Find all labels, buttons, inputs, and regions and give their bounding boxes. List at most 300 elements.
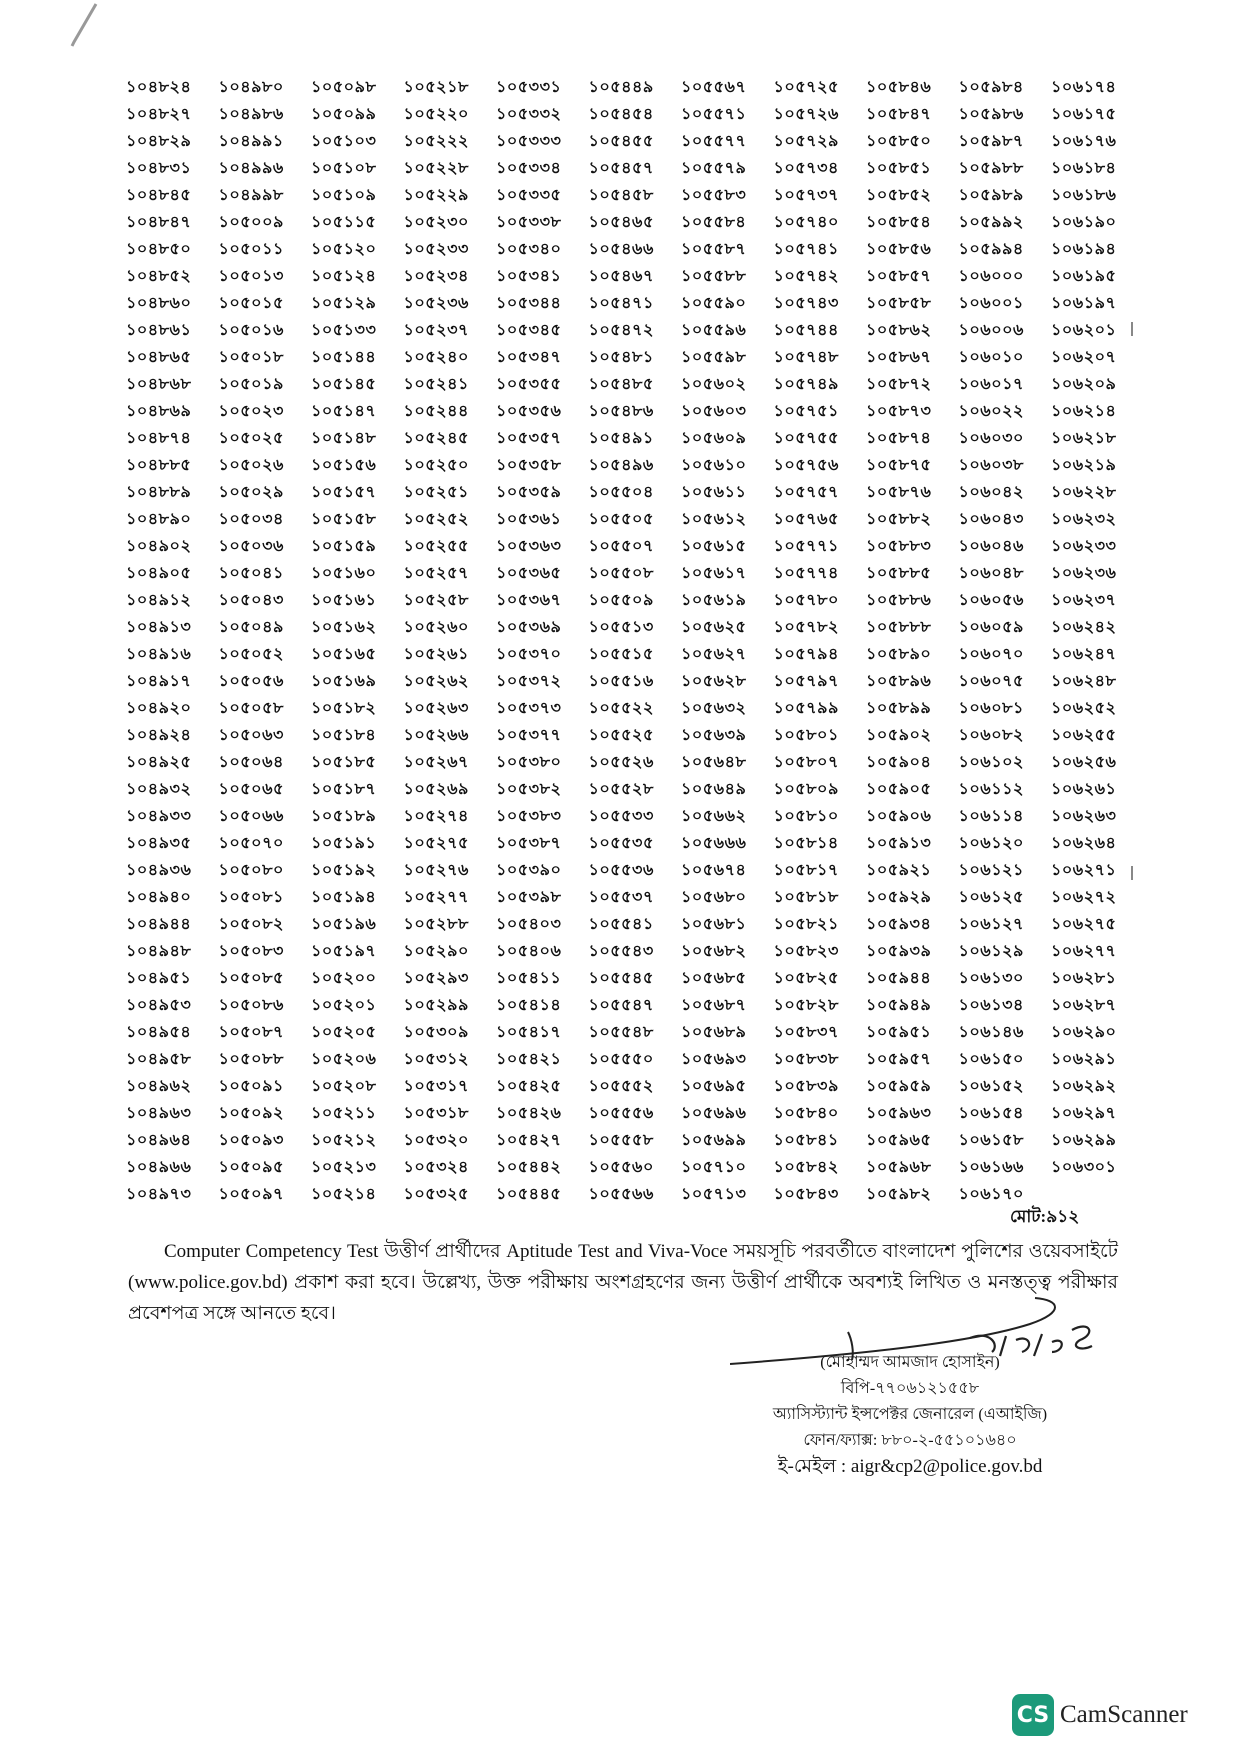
roll-number-cell: ১০৬১২৭ bbox=[958, 916, 1024, 933]
roll-number-cell: ১০৫৩৪৭ bbox=[496, 349, 562, 366]
roll-number-cell: ১০৫৭১০ bbox=[681, 1159, 747, 1176]
roll-number-cell: ১০৫১৬২ bbox=[311, 619, 377, 636]
roll-number-cell: ১০৬১১৪ bbox=[958, 808, 1024, 825]
roll-number-cell: ১০৫৭৪০ bbox=[773, 214, 839, 231]
roll-number-cell: ১০৫১৪৫ bbox=[311, 376, 377, 393]
roll-number-cell: ১০৫৭৫১ bbox=[773, 403, 839, 420]
roll-number-cell: ১০৫৬৬২ bbox=[681, 808, 747, 825]
roll-number-cell: ১০৫৮৩৯ bbox=[773, 1078, 839, 1095]
roll-number-cell: ১০৪৯১৭ bbox=[126, 673, 192, 690]
roll-number-cell: ১০৫৪৫৭ bbox=[588, 160, 654, 177]
roll-number-cell: ১০৫৮৫৭ bbox=[866, 268, 932, 285]
roll-number-cell: ১০৫৮৭২ bbox=[866, 376, 932, 393]
roll-number-cell: ১০৬০৭৫ bbox=[958, 673, 1024, 690]
roll-number-cell: ১০৫৫৬০ bbox=[588, 1159, 654, 1176]
roll-number-cell: ১০৫০১১ bbox=[218, 241, 284, 258]
roll-number-cell: ১০৪৯৩৬ bbox=[126, 862, 192, 879]
roll-number-cell: ১০৫২৫০ bbox=[403, 457, 469, 474]
table-row bbox=[126, 614, 1144, 641]
roll-number-cell: ১০৫১০৮ bbox=[311, 160, 377, 177]
roll-number-cell: ১০৫৩৮০ bbox=[496, 754, 562, 771]
roll-number-cell: ১০৬২৭১ bbox=[1051, 862, 1117, 879]
roll-number-cell: ১০৫২৫১ bbox=[403, 484, 469, 501]
roll-number-cell: ১০৫৫৬৬ bbox=[588, 1186, 654, 1203]
roll-number-cell: ১০৫২০১ bbox=[311, 997, 377, 1014]
roll-number-cell: ১০৫৬১০ bbox=[681, 457, 747, 474]
roll-number-cell: ১০৬০০০ bbox=[958, 268, 1024, 285]
roll-number-cell: ১০৫০৯২ bbox=[218, 1105, 284, 1122]
roll-number-cell: ১০৫৯২৯ bbox=[866, 889, 932, 906]
roll-number-cell: ১০৫৪২১ bbox=[496, 1051, 562, 1068]
roll-number-cell: ১০৫৪৫৫ bbox=[588, 133, 654, 150]
roll-number-cell: ১০৫৮৪২ bbox=[773, 1159, 839, 1176]
roll-number-cell: ১০৫৬৩২ bbox=[681, 700, 747, 717]
roll-number-cell: ১০৫৫৩৭ bbox=[588, 889, 654, 906]
roll-number-cell: ১০৬১৩৪ bbox=[958, 997, 1024, 1014]
roll-number-cell: ১০৫২৬৬ bbox=[403, 727, 469, 744]
roll-number-cell: ১০৫৫৮৮ bbox=[681, 268, 747, 285]
roll-number-cell: ১০৫০১৩ bbox=[218, 268, 284, 285]
roll-number-cell: ১০৫৮৯৯ bbox=[866, 700, 932, 717]
table-row bbox=[126, 560, 1144, 587]
roll-number-cell: ১০৫০৫৬ bbox=[218, 673, 284, 690]
roll-number-cell: ১০৫০১৬ bbox=[218, 322, 284, 339]
roll-number-cell: ১০৫৬৩৯ bbox=[681, 727, 747, 744]
roll-number-cell: ১০৫৮৩৮ bbox=[773, 1051, 839, 1068]
roll-number-cell: ১০৫৬১১ bbox=[681, 484, 747, 501]
roll-number-cell: ১০৫৮৮৬ bbox=[866, 592, 932, 609]
roll-number-cell: ১০৫১৫৯ bbox=[311, 538, 377, 555]
roll-number-cell: ১০৫৫৪৫ bbox=[588, 970, 654, 987]
roll-number-cell: ১০৫৩৫৯ bbox=[496, 484, 562, 501]
table-row bbox=[126, 290, 1144, 317]
roll-number-cell: ১০৫৫০৪ bbox=[588, 484, 654, 501]
roll-number-cell: ১০৬২৮১ bbox=[1051, 970, 1117, 987]
roll-number-cell: ১০৫০৯৫ bbox=[218, 1159, 284, 1176]
roll-number-cell: ১০৫৫৬৭ bbox=[681, 79, 747, 96]
roll-number-cell: ১০৫৭৩৪ bbox=[773, 160, 839, 177]
roll-number-cell: ১০৪৮৪৭ bbox=[126, 214, 192, 231]
table-row bbox=[126, 1046, 1144, 1073]
roll-number-cell: ১০৫৩৪৫ bbox=[496, 322, 562, 339]
roll-number-cell: ১০৫০৮৩ bbox=[218, 943, 284, 960]
roll-number-cell: ১০৫৮৮৩ bbox=[866, 538, 932, 555]
roll-number-cell: ১০৬২১৯ bbox=[1051, 457, 1117, 474]
scan-edge-mark bbox=[68, 2, 102, 48]
roll-number-cell: ১০৫২৬৯ bbox=[403, 781, 469, 798]
roll-number-cell: ১০৫৬০৩ bbox=[681, 403, 747, 420]
roll-number-cell: ১০৫৪৫৪ bbox=[588, 106, 654, 123]
roll-number-cell: ১০৫১৫৭ bbox=[311, 484, 377, 501]
roll-number-cell: ১০৬১২৯ bbox=[958, 943, 1024, 960]
roll-number-cell: ১০৬০০১ bbox=[958, 295, 1024, 312]
roll-number-cell: ১০৫২৬৭ bbox=[403, 754, 469, 771]
roll-number-cell: ১০৬১৩০ bbox=[958, 970, 1024, 987]
roll-number-cell: ১০৫৯১৩ bbox=[866, 835, 932, 852]
roll-number-cell: ১০৬০৪৩ bbox=[958, 511, 1024, 528]
roll-number-cell: ১০৬২৪২ bbox=[1051, 619, 1117, 636]
signature-block bbox=[700, 1350, 1120, 1480]
roll-number-cell: ১০৬১২১ bbox=[958, 862, 1024, 879]
roll-number-cell: ১০৫২২৯ bbox=[403, 187, 469, 204]
roll-number-cell: ১০৫৩৪১ bbox=[496, 268, 562, 285]
roll-number-cell: ১০৫৮৯০ bbox=[866, 646, 932, 663]
roll-number-cell: ১০৫৬১৭ bbox=[681, 565, 747, 582]
roll-number-cell: ১০৫৯৮৪ bbox=[958, 79, 1024, 96]
table-row bbox=[126, 1154, 1144, 1181]
roll-number-cell: ১০৬০৮১ bbox=[958, 700, 1024, 717]
roll-number-cell: ১০৪৯০২ bbox=[126, 538, 192, 555]
roll-number-cell: ১০৫০৯৭ bbox=[218, 1186, 284, 1203]
roll-number-cell: ১০৫৮৪৩ bbox=[773, 1186, 839, 1203]
roll-number-cell: ১০৫২৮৮ bbox=[403, 916, 469, 933]
roll-number-cell: ১০৫৭৯৭ bbox=[773, 673, 839, 690]
roll-number-cell: ১০৫৯৪৯ bbox=[866, 997, 932, 1014]
signatory-designation: অ্যাসিস্ট্যান্ট ইন্সপেক্টর জেনারেল (এআইজি) bbox=[772, 1406, 1048, 1423]
roll-number-cell: ১০৬১৯৫ bbox=[1051, 268, 1117, 285]
roll-number-cell: ১০৫১৮২ bbox=[311, 700, 377, 717]
roll-number-cell: ১০৫৪৬৫ bbox=[588, 214, 654, 231]
roll-number-cell: ১০৫৮৮২ bbox=[866, 511, 932, 528]
roll-number-cell: ১০৪৯৯৬ bbox=[218, 160, 284, 177]
roll-number-cell: ১০৪৯৩২ bbox=[126, 781, 192, 798]
roll-number-cell: ১০৫০৫৮ bbox=[218, 700, 284, 717]
table-row bbox=[126, 641, 1144, 668]
roll-number-cell: ১০৫৮৭৩ bbox=[866, 403, 932, 420]
table-row bbox=[126, 722, 1144, 749]
roll-number-cell: ১০৫৭২৯ bbox=[773, 133, 839, 150]
roll-number-cell: ১০৫৪৬৭ bbox=[588, 268, 654, 285]
roll-number-cell: ১০৬১০২ bbox=[958, 754, 1024, 771]
roll-number-cell: ১০৫৭৮২ bbox=[773, 619, 839, 636]
roll-number-cell: ১০৫৩০৯ bbox=[403, 1024, 469, 1041]
roll-number-cell: ১০৫৮৮৫ bbox=[866, 565, 932, 582]
table-row bbox=[126, 182, 1144, 209]
roll-number-cell: ১০৫৫৫৮ bbox=[588, 1132, 654, 1149]
roll-number-cell: ১০৫৭২৫ bbox=[773, 79, 839, 96]
roll-number-cell: ১০৫১৬০ bbox=[311, 565, 377, 582]
roll-number-cell: ১০৪৯৫১ bbox=[126, 970, 192, 987]
total-count: মোট:৯১২ bbox=[1010, 1207, 1080, 1226]
roll-number-cell: ১০৫৭৯৯ bbox=[773, 700, 839, 717]
roll-number-cell: ১০৫৮০৭ bbox=[773, 754, 839, 771]
roll-number-cell: ১০৫৯০২ bbox=[866, 727, 932, 744]
roll-number-cell: ১০৫১৫৮ bbox=[311, 511, 377, 528]
roll-number-cell: ১০৫৫৫০ bbox=[588, 1051, 654, 1068]
table-row bbox=[126, 155, 1144, 182]
roll-number-cell: ১০৬২০১ bbox=[1051, 322, 1117, 339]
roll-number-cell: ১০৫৮২৩ bbox=[773, 943, 839, 960]
table-row bbox=[126, 1100, 1144, 1127]
roll-number-cell: ১০৫২৭৬ bbox=[403, 862, 469, 879]
roll-number-cell: ১০৫৪৯৬ bbox=[588, 457, 654, 474]
roll-number-cell: ১০৪৮৯০ bbox=[126, 511, 192, 528]
roll-number-cell: ১০৬২৭৫ bbox=[1051, 916, 1117, 933]
table-row bbox=[126, 101, 1144, 128]
roll-number-cell: ১০৪৯৮০ bbox=[218, 79, 284, 96]
roll-number-cell: ১০৫৩৩২ bbox=[496, 106, 562, 123]
roll-number-cell: ১০৫৮৫২ bbox=[866, 187, 932, 204]
roll-number-cell: ১০৫৩৬১ bbox=[496, 511, 562, 528]
roll-number-cell: ১০৬২৫৫ bbox=[1051, 727, 1117, 744]
roll-number-cell: ১০৬০২২ bbox=[958, 403, 1024, 420]
roll-number-cell: ১০৫৯২১ bbox=[866, 862, 932, 879]
roll-number-cell: ১০৫৭৪৯ bbox=[773, 376, 839, 393]
roll-number-cell: ১০৫২৯৯ bbox=[403, 997, 469, 1014]
roll-number-cell: ১০৬২৯১ bbox=[1051, 1051, 1117, 1068]
roll-number-cell: ১০৫৫৮৭ bbox=[681, 241, 747, 258]
roll-number-cell: ১০৬০৭০ bbox=[958, 646, 1024, 663]
table-row bbox=[126, 1127, 1144, 1154]
roll-number-cell: ১০৫৯৯২ bbox=[958, 214, 1024, 231]
roll-number-cell: ১০৪৯৬৩ bbox=[126, 1105, 192, 1122]
roll-number-cell: ১০৫৮২৮ bbox=[773, 997, 839, 1014]
table-row bbox=[126, 938, 1144, 965]
roll-number-cell: ১০৬২৬৩ bbox=[1051, 808, 1117, 825]
roll-number-cell: ১০৫৭১৩ bbox=[681, 1186, 747, 1203]
roll-number-cell: ১০৫২৯৩ bbox=[403, 970, 469, 987]
roll-number-cell: ১০৪৮৫২ bbox=[126, 268, 192, 285]
roll-number-cell: ১০৫০৬৬ bbox=[218, 808, 284, 825]
roll-number-cell: ১০৫২৩৭ bbox=[403, 322, 469, 339]
roll-number-cell: ১০৬১৭৪ bbox=[1051, 79, 1117, 96]
roll-number-cell: ১০৫৯০৬ bbox=[866, 808, 932, 825]
roll-number-cell: ১০৪৮৭৪ bbox=[126, 430, 192, 447]
roll-number-cell: ১০৫৭৪৩ bbox=[773, 295, 839, 312]
roll-number-cell: ১০৫৭৫৫ bbox=[773, 430, 839, 447]
roll-number-cell: ১০৫৭৪৮ bbox=[773, 349, 839, 366]
roll-number-cell: ১০৬১৮৬ bbox=[1051, 187, 1117, 204]
roll-number-cell: ১০৫২৫৭ bbox=[403, 565, 469, 582]
roll-number-cell: ১০৫৫৯৬ bbox=[681, 322, 747, 339]
roll-number-cell: ১০৬২৯৭ bbox=[1051, 1105, 1117, 1122]
roll-number-cell: ১০৪৯২০ bbox=[126, 700, 192, 717]
roll-number-cell: ১০৬০৪২ bbox=[958, 484, 1024, 501]
roll-number-cell: ১০৫২০৫ bbox=[311, 1024, 377, 1041]
roll-number-cell: ১০৫৩৬৯ bbox=[496, 619, 562, 636]
roll-number-cell: ১০৫৮৫১ bbox=[866, 160, 932, 177]
roll-number-cell: ১০৫৭৫৬ bbox=[773, 457, 839, 474]
roll-number-cell: ১০৬২৬১ bbox=[1051, 781, 1117, 798]
roll-number-cell: ১০৫৫৪৭ bbox=[588, 997, 654, 1014]
roll-number-cell: ১০৫৫০৮ bbox=[588, 565, 654, 582]
signatory-phone: ফোন/ফ্যাক্স: ৮৮০-২-৫৫১০১৬৪০ bbox=[803, 1432, 1017, 1449]
roll-number-cell: ১০৫০৯১ bbox=[218, 1078, 284, 1095]
roll-number-cell: ১০৫০৪১ bbox=[218, 565, 284, 582]
table-row bbox=[126, 668, 1144, 695]
roll-number-cell: ১০৫৬২৮ bbox=[681, 673, 747, 690]
roll-number-cell: ১০৫৫৯৮ bbox=[681, 349, 747, 366]
roll-number-cell: ১০৫৪১৭ bbox=[496, 1024, 562, 1041]
table-row bbox=[126, 533, 1144, 560]
roll-number-cell: ১০৬১৭০ bbox=[958, 1186, 1024, 1203]
roll-number-cell: ১০৬০৩০ bbox=[958, 430, 1024, 447]
roll-number-cell: ১০৫৪৫৮ bbox=[588, 187, 654, 204]
roll-number-cell: ১০৫৩১২ bbox=[403, 1051, 469, 1068]
roll-number-cell: ১০৫০৭০ bbox=[218, 835, 284, 852]
roll-number-cell: ১০৫১৯৬ bbox=[311, 916, 377, 933]
roll-number-cell: ১০৫৯৫৯ bbox=[866, 1078, 932, 1095]
roll-number-cell: ১০৪৮২৭ bbox=[126, 106, 192, 123]
signatory-name: (মোহাম্মদ আমজাদ হোসাইন) bbox=[820, 1354, 1000, 1371]
roll-number-cell: ১০৫৯৩৯ bbox=[866, 943, 932, 960]
roll-number-cell: ১০৫৩৬৩ bbox=[496, 538, 562, 555]
roll-number-cell: ১০৫৬৮২ bbox=[681, 943, 747, 960]
table-row bbox=[126, 425, 1144, 452]
roll-number-cell: ১০৫৭৬৫ bbox=[773, 511, 839, 528]
roll-number-cell: ১০৪৯৮৬ bbox=[218, 106, 284, 123]
roll-number-cell: ১০৫২০৬ bbox=[311, 1051, 377, 1068]
roll-number-cell: ১০৫৫১৬ bbox=[588, 673, 654, 690]
roll-number-cell: ১০৫১৬৫ bbox=[311, 646, 377, 663]
table-row bbox=[126, 452, 1144, 479]
roll-number-cell: ১০৫০৮১ bbox=[218, 889, 284, 906]
roll-number-cell: ১০৫৩৬৫ bbox=[496, 565, 562, 582]
roll-number-cell: ১০৫৫২২ bbox=[588, 700, 654, 717]
table-row bbox=[126, 398, 1144, 425]
roll-number-cell: ১০৫০২৬ bbox=[218, 457, 284, 474]
roll-number-cell: ১০৫৮০১ bbox=[773, 727, 839, 744]
roll-number-cell: ১০৬২৭২ bbox=[1051, 889, 1117, 906]
roll-number-cell: ১০৫৪২৭ bbox=[496, 1132, 562, 1149]
roll-number-cell: ১০৫০৬৫ bbox=[218, 781, 284, 798]
table-row bbox=[126, 479, 1144, 506]
roll-number-cell: ১০৬০০৬ bbox=[958, 322, 1024, 339]
roll-number-cell: ১০৬২৭৭ bbox=[1051, 943, 1117, 960]
roll-number-cell: ১০৫০৬৪ bbox=[218, 754, 284, 771]
roll-number-cell: ১০৫৮৩৭ bbox=[773, 1024, 839, 1041]
roll-number-cell: ১০৫২৩৩ bbox=[403, 241, 469, 258]
roll-number-cell: ১০৫২৬০ bbox=[403, 619, 469, 636]
roll-number-cell: ১০৫৫০৭ bbox=[588, 538, 654, 555]
roll-number-cell: ১০৫১৪৮ bbox=[311, 430, 377, 447]
roll-number-cell: ১০৫৬২৫ bbox=[681, 619, 747, 636]
roll-number-cell: ১০৫৫৫৬ bbox=[588, 1105, 654, 1122]
roll-number-cell: ১০৫৮৭৫ bbox=[866, 457, 932, 474]
roll-number-cell: ১০৪৯৪৮ bbox=[126, 943, 192, 960]
roll-number-cell: ১০৫২৬১ bbox=[403, 646, 469, 663]
roll-number-cell: ১০৫২০০ bbox=[311, 970, 377, 987]
roll-number-cell: ১০৫৬০৯ bbox=[681, 430, 747, 447]
roll-number-cell: ১০৪৯৩৫ bbox=[126, 835, 192, 852]
roll-number-cell: ১০৫৫১৫ bbox=[588, 646, 654, 663]
roll-number-cell: ১০৫১৮৫ bbox=[311, 754, 377, 771]
roll-number-cell: ১০৫৪৪৯ bbox=[588, 79, 654, 96]
roll-number-cell: ১০৫১৯৪ bbox=[311, 889, 377, 906]
roll-number-cell: ১০৫৫৩৩ bbox=[588, 808, 654, 825]
roll-number-cell: ১০৫৯৮২ bbox=[866, 1186, 932, 1203]
roll-number-cell: ১০৪৯৩৩ bbox=[126, 808, 192, 825]
roll-number-cell: ১০৫১৬৯ bbox=[311, 673, 377, 690]
scan-speck bbox=[1131, 322, 1133, 336]
roll-number-cell: ১০৫৩৭৭ bbox=[496, 727, 562, 744]
signatory-email: ই-মেইল : aigr&cp2@police.gov.bd bbox=[777, 1456, 1043, 1477]
roll-number-cell: ১০৫২৫৫ bbox=[403, 538, 469, 555]
roll-number-cell: ১০৪৮৬১ bbox=[126, 322, 192, 339]
roll-number-cell: ১০৫১৪৪ bbox=[311, 349, 377, 366]
roll-number-cell: ১০৫৭৭৪ bbox=[773, 565, 839, 582]
table-row bbox=[126, 1019, 1144, 1046]
roll-number-cell: ১০৫৩৫৬ bbox=[496, 403, 562, 420]
roll-number-cell: ১০৫৩৭৩ bbox=[496, 700, 562, 717]
roll-number-cell: ১০৪৮৬০ bbox=[126, 295, 192, 312]
roll-number-cell: ১০৫১২৯ bbox=[311, 295, 377, 312]
table-row bbox=[126, 911, 1144, 938]
roll-number-cell: ১০৫৩১৮ bbox=[403, 1105, 469, 1122]
roll-number-cell: ১০৫৬৪৯ bbox=[681, 781, 747, 798]
roll-number-cell: ১০৫৮৯৬ bbox=[866, 673, 932, 690]
roll-number-cell: ১০৫৯৮৬ bbox=[958, 106, 1024, 123]
roll-number-cell: ১০৫৯০৫ bbox=[866, 781, 932, 798]
roll-number-cell: ১০৫৬৯৫ bbox=[681, 1078, 747, 1095]
roll-number-cell: ১০৫৯৫১ bbox=[866, 1024, 932, 1041]
roll-number-cell: ১০৫৭৯৪ bbox=[773, 646, 839, 663]
roll-number-cell: ১০৫৭৫৭ bbox=[773, 484, 839, 501]
roll-number-cell: ১০৬২৪৭ bbox=[1051, 646, 1117, 663]
roll-number-cell: ১০৬২৩২ bbox=[1051, 511, 1117, 528]
roll-number-cell: ১০৫০২৯ bbox=[218, 484, 284, 501]
roll-number-cell: ১০৫৭২৬ bbox=[773, 106, 839, 123]
roll-number-cell: ১০৪৯৯১ bbox=[218, 133, 284, 150]
roll-number-cell: ১০৫৫৯০ bbox=[681, 295, 747, 312]
roll-number-cell: ১০৫৩২৪ bbox=[403, 1159, 469, 1176]
roll-number-cell: ১০৫২১১ bbox=[311, 1105, 377, 1122]
table-row bbox=[126, 128, 1144, 155]
roll-number-cell: ১০৫৩১৭ bbox=[403, 1078, 469, 1095]
roll-number-cell: ১০৫৬৪৮ bbox=[681, 754, 747, 771]
table-row bbox=[126, 344, 1144, 371]
roll-number-cell: ১০৪৮৮৯ bbox=[126, 484, 192, 501]
roll-number-cell: ১০৪৮৩১ bbox=[126, 160, 192, 177]
roll-number-cell: ১০৬২৮৭ bbox=[1051, 997, 1117, 1014]
roll-number-cell: ১০৫৮০৯ bbox=[773, 781, 839, 798]
roll-number-cell: ১০৫৪৬৬ bbox=[588, 241, 654, 258]
roll-number-cell: ১০৫২২০ bbox=[403, 106, 469, 123]
roll-number-cell: ১০৬১৯০ bbox=[1051, 214, 1117, 231]
roll-number-cell: ১০৫৮৭৬ bbox=[866, 484, 932, 501]
table-row bbox=[126, 263, 1144, 290]
roll-number-cell: ১০৬০৫৬ bbox=[958, 592, 1024, 609]
roll-number-cell: ১০৫২৩০ bbox=[403, 214, 469, 231]
roll-number-cell: ১০৫৮৪১ bbox=[773, 1132, 839, 1149]
roll-number-cell: ১০৪৯১২ bbox=[126, 592, 192, 609]
roll-number-cell: ১০৪৯৯৮ bbox=[218, 187, 284, 204]
roll-number-cell: ১০৬০৪৮ bbox=[958, 565, 1024, 582]
table-row bbox=[126, 371, 1144, 398]
signatory-bp-number: বিপি-৭৭০৬১২১৫৫৮ bbox=[840, 1380, 980, 1397]
roll-number-cell: ১০৬১২০ bbox=[958, 835, 1024, 852]
roll-number-cell: ১০৪৮৪৫ bbox=[126, 187, 192, 204]
roll-number-cell: ১০৫৩৩৪ bbox=[496, 160, 562, 177]
roll-number-cell: ১০৬২১৮ bbox=[1051, 430, 1117, 447]
roll-number-cell: ১০৫৮৮৮ bbox=[866, 619, 932, 636]
roll-number-cell: ১০৫৬৮১ bbox=[681, 916, 747, 933]
table-row bbox=[126, 857, 1144, 884]
roll-number-cell: ১০৫৬৯৯ bbox=[681, 1132, 747, 1149]
roll-number-cell: ১০৫৮১৭ bbox=[773, 862, 839, 879]
roll-number-cell: ১০৬০৪৬ bbox=[958, 538, 1024, 555]
table-row bbox=[126, 74, 1144, 101]
roll-number-cell: ১০৫২৫৮ bbox=[403, 592, 469, 609]
roll-number-cell: ১০৫৩৫৭ bbox=[496, 430, 562, 447]
roll-number-cell: ১০৫৩২০ bbox=[403, 1132, 469, 1149]
roll-number-cell: ১০৫২১৩ bbox=[311, 1159, 377, 1176]
roll-number-cell: ১০৫৬০২ bbox=[681, 376, 747, 393]
roll-number-cell: ১০৫৪১১ bbox=[496, 970, 562, 987]
roll-number-cell: ১০৫২৭৫ bbox=[403, 835, 469, 852]
roll-number-cell: ১০৫১২০ bbox=[311, 241, 377, 258]
table-row bbox=[126, 695, 1144, 722]
